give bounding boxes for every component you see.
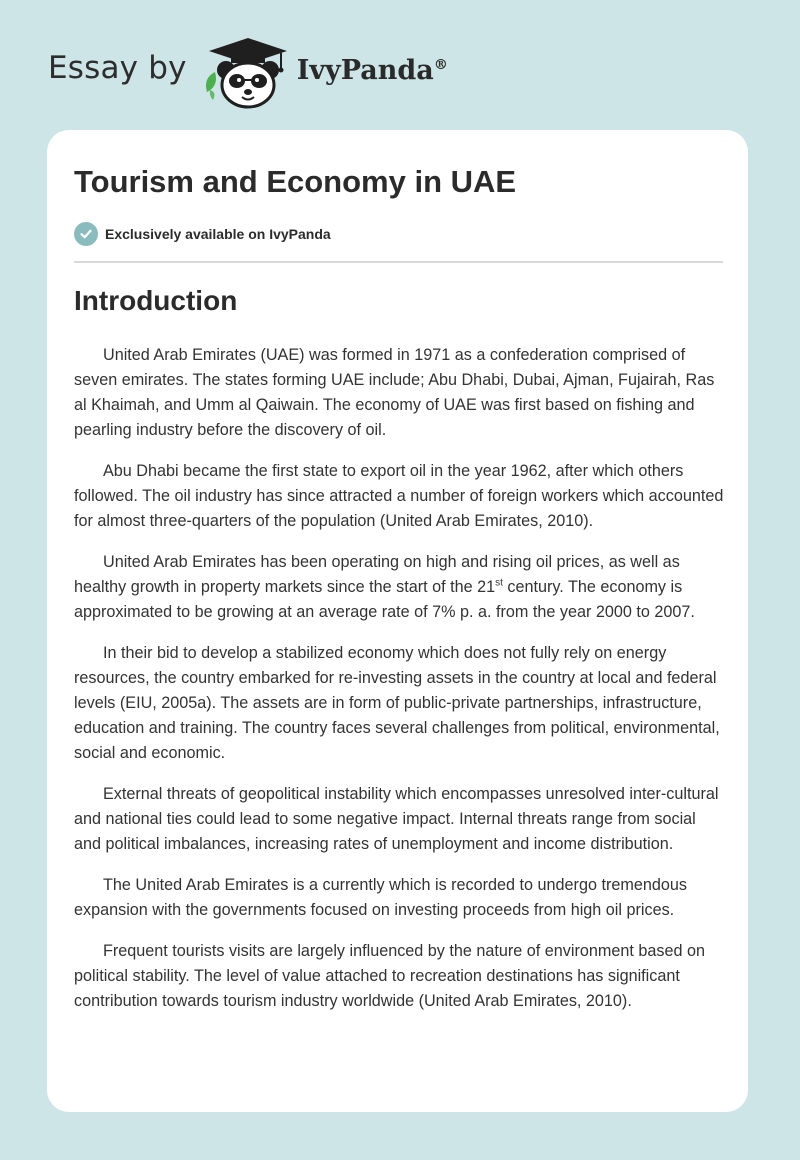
paragraph: Abu Dhabi became the first state to export oil in the year 1962, after which others followed. The oil industry has since attracted a number of foreign workers which accounted for almost three-quarters of the population (United Arab Emirates, 2010). [74,462,724,530]
registered-mark: ® [433,56,448,73]
site-header [48,34,448,110]
divider [74,261,723,263]
superscript-st: st [495,577,503,589]
section-heading-introduction: Introduction [74,285,238,316]
paragraph: External threats of geopolitical instability which encompasses unresolved inter-cultural and national ties could lead to some negative impact. Internal threats range from social and political imbalances, increasing rates of unemployment and income distribution. [74,785,719,853]
essay-by-label: Essay by [48,50,187,86]
panda-graduate-logo-icon[interactable] [201,34,295,110]
essay-body [74,343,724,1030]
paragraph: Frequent tourists visits are largely influenced by the nature of environment based on political stability. The level of value attached to recreation destinations has significant contribution towards tourism industry worldwide (United Arab Emirates, 2010). [74,942,705,1010]
essay-card [47,130,748,1112]
ivypanda-brand-name[interactable]: IvyPanda® [296,54,448,86]
exclusive-badge [74,222,331,246]
paragraph: In their bid to develop a stabilized economy which does not fully rely on energy resources, the country embarked for re-investing assets in the country at local and federal levels (EIU, 2005a). The assets are in form of public-private partnerships, infrastructure, education and training. The country faces several challenges from political, environmental, social and economic. [74,644,720,762]
paragraph: The United Arab Emirates is a currently which is recorded to undergo tremendous expansion with the governments focused on investing proceeds from high oil prices. [74,876,687,919]
paragraph: United Arab Emirates (UAE) was formed in 1971 as a confederation comprised of seven emirates. The states forming UAE include; Abu Dhabi, Dubai, Ajman, Fujairah, Ras al Khaimah, and Umm al Qaiwain. The economy of UAE was first based on fishing and pearling industry before the discovery of oil. [74,346,715,439]
exclusive-badge-text: Exclusively available on IvyPanda [105,226,331,242]
page-title: Tourism and Economy in UAE [74,164,517,199]
check-circle-icon [74,222,98,246]
paragraph: United Arab Emirates has been operating on high and rising oil prices, as well as healthy growth in property markets since the start of the 21st century. The economy is approximated to be growing at an average rate of 7% p. a. from the year 2000 to 2007. [74,553,695,621]
